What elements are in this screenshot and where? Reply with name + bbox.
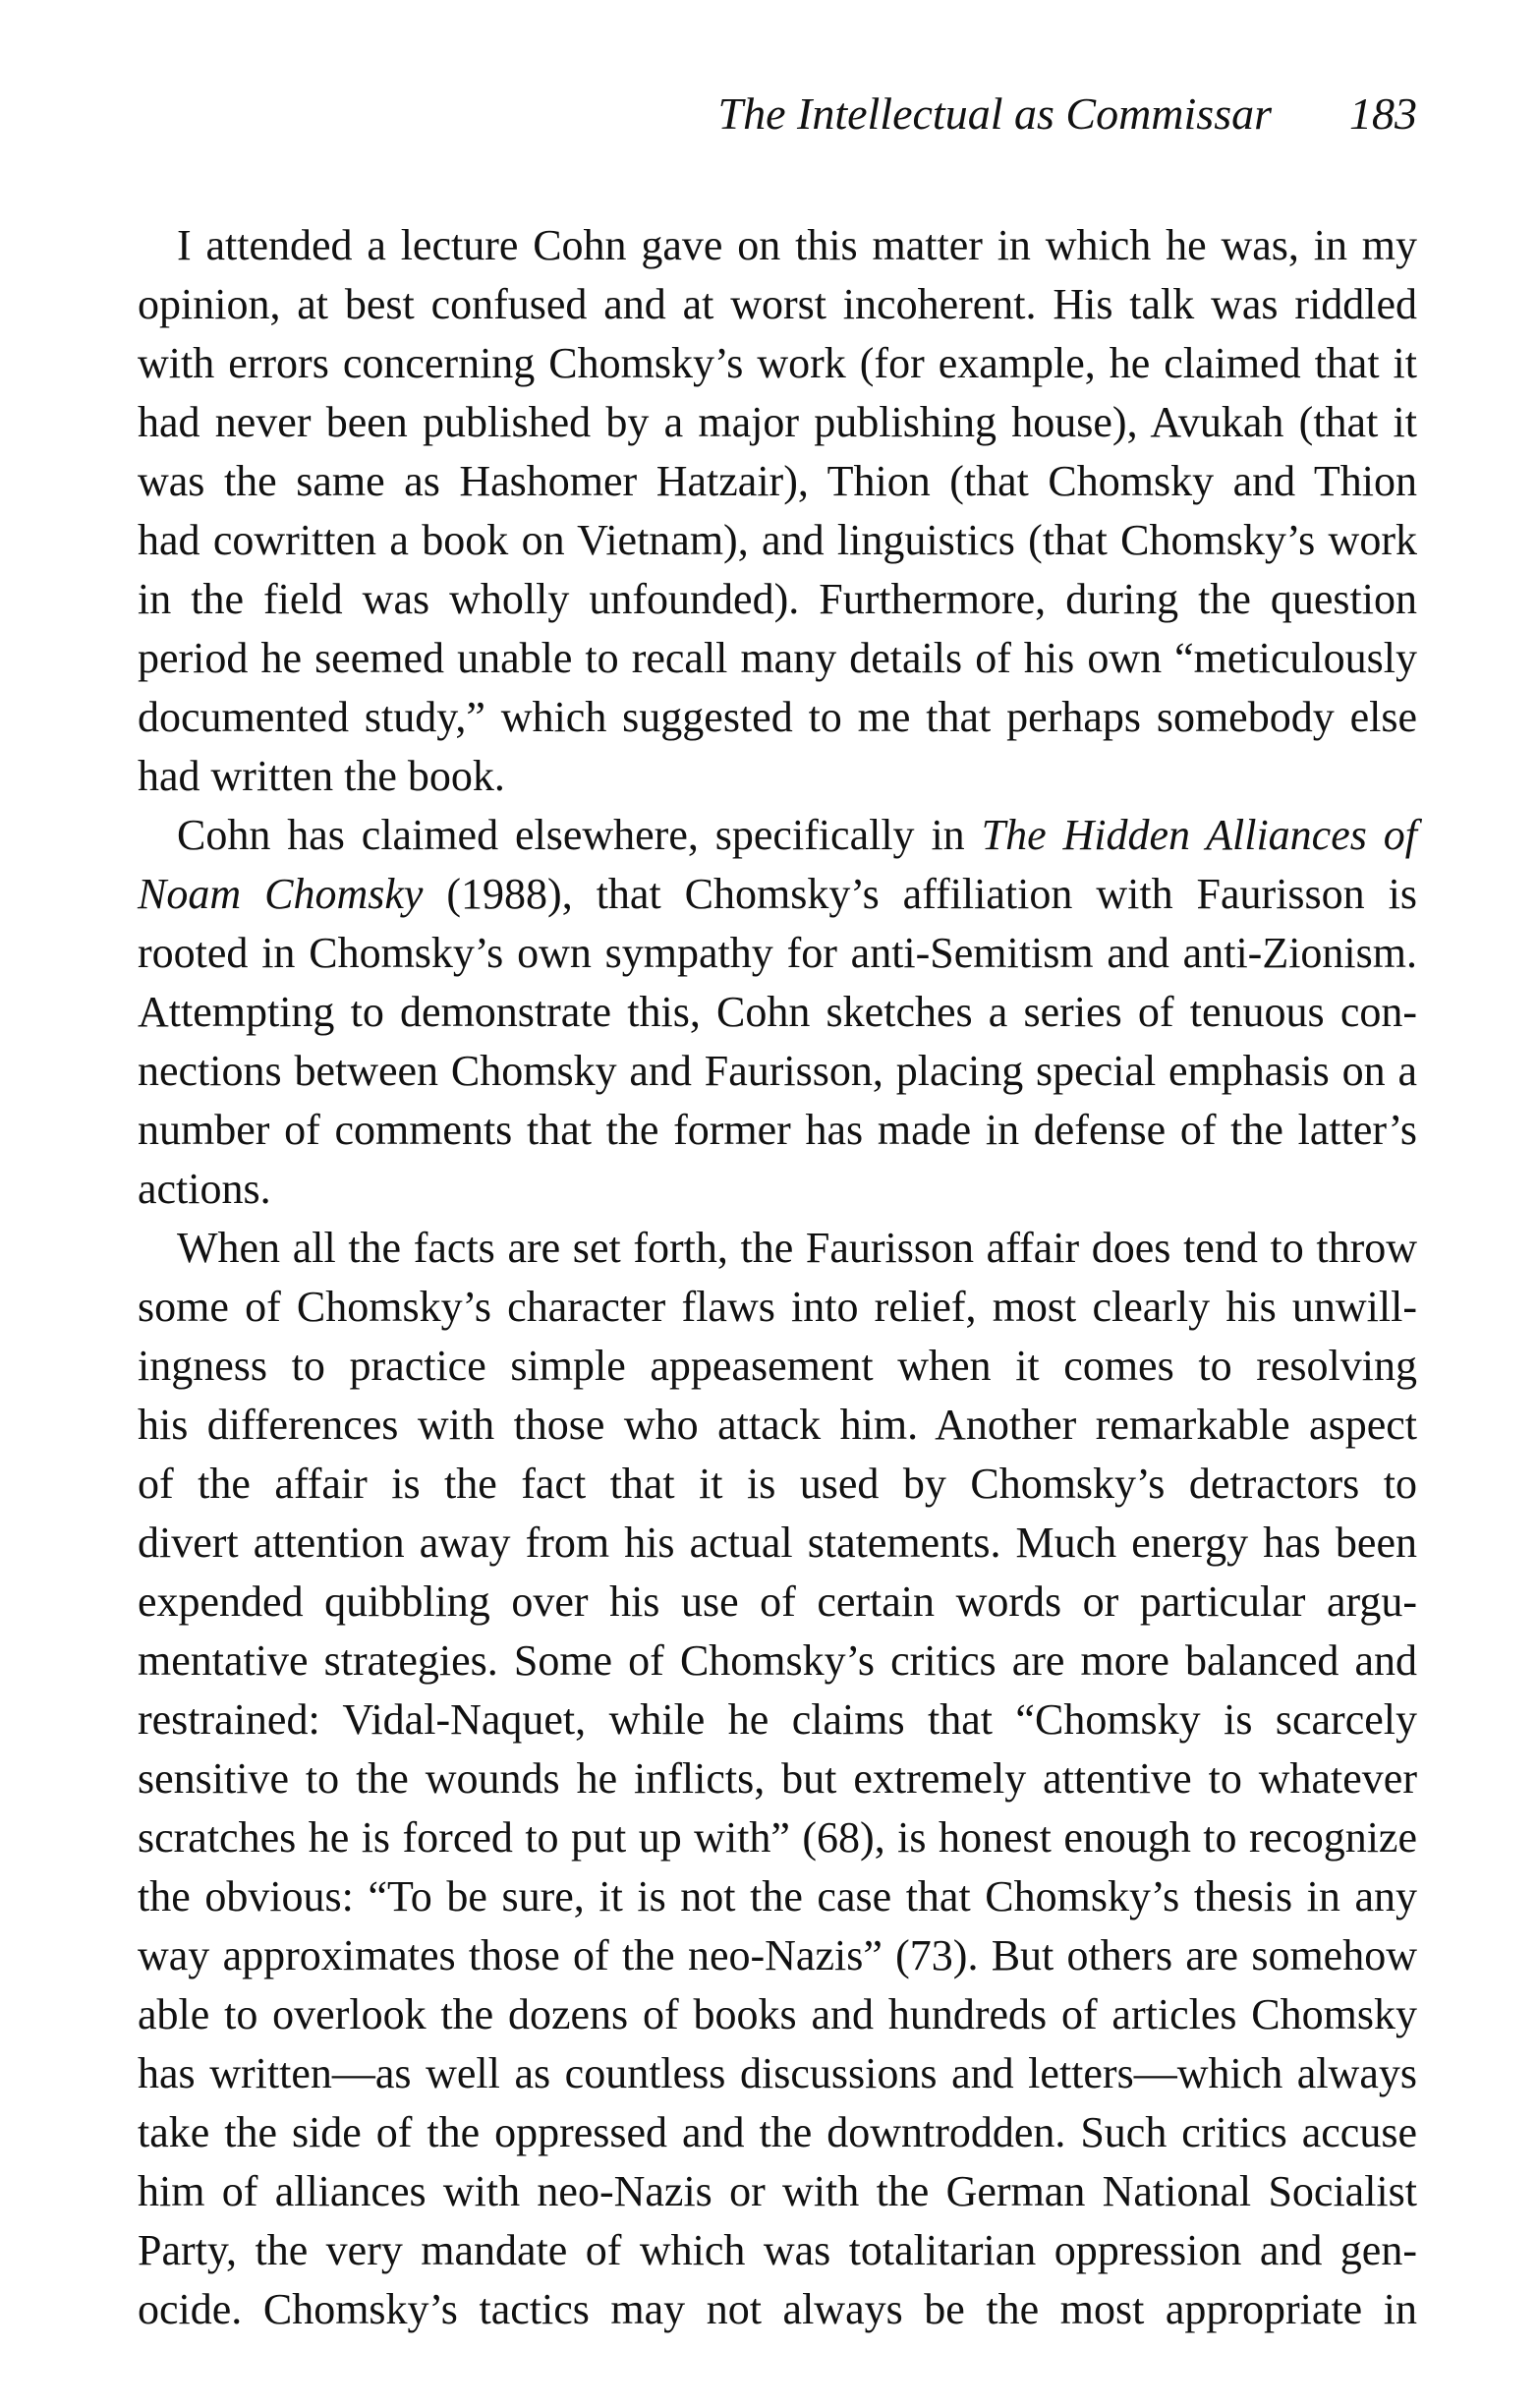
text-line: Party, the very mandate of which was totalitarian oppression and gen- <box>138 2226 1417 2274</box>
text-line: has written—as well as countless discussions and letters—which always <box>138 2049 1417 2097</box>
text-line: some of Chomsky’s character flaws into relief, most clearly his unwill- <box>138 1283 1417 1331</box>
text-line: ingness to practice simple appeasement when it comes to resolving <box>138 1342 1417 1390</box>
text-line: was the same as Hashomer Hatzair), Thion (that Chomsky and Thion <box>138 457 1417 505</box>
text-line: opinion, at best confused and at worst incoherent. His talk was riddled <box>138 280 1417 328</box>
text-line: had written the book. <box>138 752 505 800</box>
text-line: ocide. Chomsky’s tactics may not always be the most appropriate in <box>138 2285 1417 2333</box>
text-line: him of alliances with neo-Nazis or with the German National Socialist <box>138 2167 1417 2215</box>
page-number: 183 <box>1349 88 1417 139</box>
text-line: mentative strategies. Some of Chomsky’s critics are more balanced and <box>138 1636 1417 1685</box>
text-line: had never been published by a major publishing house), Avukah (that it <box>138 398 1417 446</box>
text-line <box>138 865 1417 924</box>
running-head <box>138 85 1417 143</box>
text-line: able to overlook the dozens of books and hundreds of articles Chomsky <box>138 1990 1417 2038</box>
text-line: I attended a lecture Cohn gave on this matter in which he was, in my <box>177 221 1417 269</box>
text-line: with errors concerning Chomsky’s work (for example, he claimed that it <box>138 339 1417 387</box>
running-title: The Intellectual as Commissar <box>717 88 1272 139</box>
text-line: number of comments that the former has made in defense of the latter’s <box>138 1106 1417 1154</box>
text-line: of the affair is the fact that it is used by Chomsky’s detractors to <box>138 1460 1417 1508</box>
text-segment: Cohn has claimed elsewhere, specifically in <box>177 811 982 859</box>
book-title: Noam Chomsky <box>138 870 424 918</box>
text-line: take the side of the oppressed and the downtrodden. Such critics accuse <box>138 2108 1417 2156</box>
text-line: divert attention away from his actual statements. Much energy has been <box>138 1519 1417 1567</box>
text-line: his differences with those who attack him. Another remarkable aspect <box>138 1401 1417 1449</box>
text-line: When all the facts are set forth, the Faurisson affair does tend to throw <box>177 1224 1417 1272</box>
text-line: period he seemed unable to recall many details of his own “meticulously <box>138 634 1417 682</box>
body-text <box>138 216 1417 2339</box>
text-line <box>138 806 1417 865</box>
text-line: way approximates those of the neo-Nazis” (73). But others are somehow <box>138 1931 1417 1979</box>
text-line: Attempting to demonstrate this, Cohn sketches a series of tenuous con- <box>138 988 1417 1036</box>
text-line: nections between Chomsky and Faurisson, placing special emphasis on a <box>138 1047 1417 1095</box>
text-line: in the field was wholly unfounded). Furthermore, during the question <box>138 575 1417 623</box>
text-line: expended quibbling over his use of certain words or particular argu- <box>138 1577 1417 1626</box>
text-line: had cowritten a book on Vietnam), and linguistics (that Chomsky’s work <box>138 516 1417 564</box>
book-title: The Hidden Alliances of <box>981 811 1417 859</box>
text-segment: (1988), that Chomsky’s affiliation with Faurisson is <box>423 870 1417 918</box>
text-line: the obvious: “To be sure, it is not the case that Chomsky’s thesis in any <box>138 1872 1417 1921</box>
text-line: scratches he is forced to put up with” (68), is honest enough to recognize <box>138 1813 1417 1862</box>
text-line: restrained: Vidal-Naquet, while he claims that “Chomsky is scarcely <box>138 1695 1417 1744</box>
text-line: actions. <box>138 1165 271 1213</box>
text-line: sensitive to the wounds he inflicts, but extremely attentive to whatever <box>138 1754 1417 1803</box>
text-line: rooted in Chomsky’s own sympathy for anti-Semitism and anti-Zionism. <box>138 929 1417 977</box>
text-line: documented study,” which suggested to me that perhaps somebody else <box>138 693 1417 741</box>
